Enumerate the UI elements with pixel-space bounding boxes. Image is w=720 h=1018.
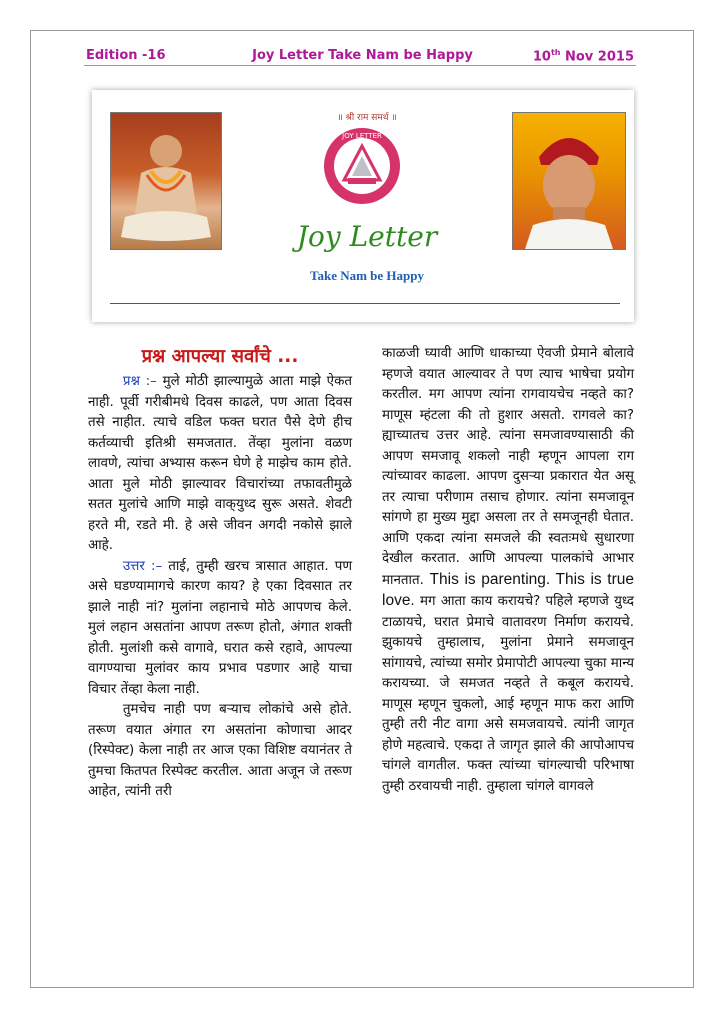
article-title: प्रश्न आपल्या सर्वांचे ... (141, 346, 299, 367)
shri-ram-samarth-text: ॥ श्री राम समर्थ ॥ (337, 113, 397, 123)
body-paragraph-continued (382, 344, 634, 797)
question-paragraph (88, 372, 352, 557)
logo-ring-text: JOY LETTER (342, 132, 382, 140)
author-photo (512, 112, 626, 250)
banner-rule (110, 303, 620, 304)
left-column (88, 372, 352, 803)
answer-text: ताई, तुम्ही खरच त्रासात आहात. पण असे घडण्यामागचे कारण काय? हे एका दिवसात तर झाले नाही नां? मुलांना लहानाचे मोठे आपणच केले. मुलं लहान असतांना आपण तरूण होतो, अंगात शक्ती होती. मुलांशी कसे वागावे, घरात कसे रहावे, आपल्या वागण्याचा मुलांवर काय प्रभाव पडणार आहे याचा विचार तेंव्हा केला नाही. (88, 558, 352, 697)
date-day: 10 (532, 49, 551, 65)
question-label: प्रश्न :– (122, 374, 157, 389)
body-paragraph: तुमचेच नाही पण बऱ्याच लोकांचे असे होते. तरूण वयात अंगात रग असतांना कोणाचा आदर (रिस्पेक्ट) केला नाही तर आज एका विशिष्ट वयानंतर ते तुमचा कितपत रिस्पेक्ट करतील. आता अजून जे तरूण आहेत, त्यांनी तरी (88, 702, 352, 799)
answer-label: उत्तर :– (122, 558, 163, 574)
question-text: मुले मोठी झाल्यामुळे आता माझे ऐकत नाही. पूर्वी गरीबीमधे दिवस काढले, पण आता दिवस तसे नाहीत. त्याचे वडिल फक्त घरात पैसे देणे हीच कर्तव्याची इतिश्री समजतात. तेंव्हा मुलांना वळण लावणे, त्यांचा अभ्यास करून घेणे हे माझेच काम होते. आता मुले मोठी झाल्यावर विचारांच्या तफावतीमुळे सतत मुलांचे आणि माझे वाक्‌युध्द सुरू असते. शेवटी हरते मी, रडते मी. हे असे जीवन अगदी नकोसे झाले आहे. (88, 374, 352, 553)
saint-photo (110, 112, 222, 250)
date-suffix: th (550, 48, 561, 57)
edition-label: Edition -16 (86, 48, 166, 63)
answer-paragraph (88, 557, 352, 701)
right-column (382, 344, 634, 797)
joy-letter-logo (322, 126, 402, 206)
body-text-b: मग आता काय करायचे? पहिले म्हणजे युध्द टाळायचे, घरात प्रेमाचे वातावरण निर्माण करायचे. झुकायचे तुम्हालाच, मुलांना प्रेमाने समजावून सांगायचे, त्यांच्या समोर प्रेमापोटी आपल्या चुका मान्य करायच्या. जे समजत नव्हते ते कबूल करायचे. माणूस म्हणून चुकलो, आई म्हणून माफ करा आणि तुम्ही तरी नीट वागा असे समजवायचे. त्यांनी जागृत होणे महत्वाचे. एकदा ते जागृत झाले की आपोआपच चांगले वागतील. फक्त त्यांच्या चांगल्याची परिभाषा तुम्ही ठरवायची नाही. तुम्हाला चांगले वागवले (382, 594, 634, 794)
masthead-banner (92, 90, 634, 322)
date-rest: Nov 2015 (560, 49, 634, 65)
english-line-parenting: This is parenting. (423, 570, 551, 588)
author-portrait-icon (513, 113, 625, 249)
brand-tagline: Take Nam be Happy (309, 268, 425, 283)
english-line-love: This is true love. (382, 570, 634, 609)
newsletter-title: Joy Letter Take Nam be Happy (252, 48, 473, 63)
issue-date (500, 48, 634, 64)
saint-figure-icon (111, 113, 221, 249)
body-text-a: काळजी घ्यावी आणि धाकाच्या ऐवजी प्रेमाने बोलावे म्हणजे वयात आल्यावर ते पण त्याच भाषेचा प्रयोग करतील. मग आपण त्यांना रागवायचेच नव्हते का? माणूस म्हंटला की तो हुशार असतो. रागवले का? ह्याच्यातच उत्तर आहे. त्यांना समजावण्यासाठी की आपण समजावू शकलो नाही म्हणून आपला राग त्यांच्यावर काढला. आपण दुसऱ्या प्रकारात येत असू तर त्याचा परीणाम तसाच होणार. त्यांना समजावून सांगणे हा मुख्य मुद्दा असला तर ते समजूनही घेतात. आणि एकदा त्यांना समजले की स्वतःमधे सुधारणा देखील करतात. आणि आपल्या पालकांचे आभार मानतात. (382, 346, 634, 588)
brand-name: Joy Letter (296, 220, 438, 253)
header-divider (84, 65, 636, 66)
